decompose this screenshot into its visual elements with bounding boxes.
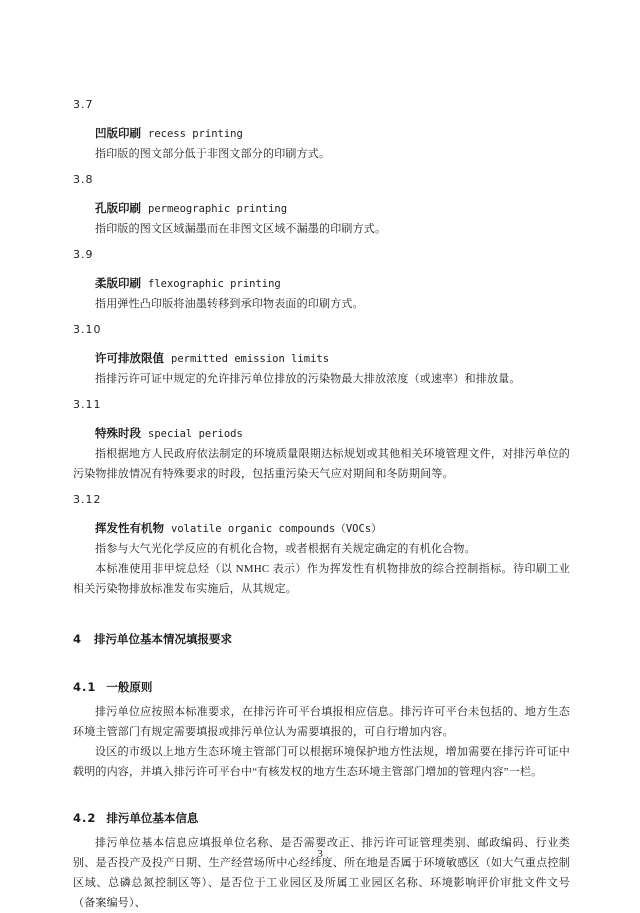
term-zh: 许可排放限值 <box>95 351 164 365</box>
term-en: special periods <box>148 428 243 440</box>
clause-3-11 <box>73 395 570 484</box>
subsection-4-1-body <box>73 702 570 782</box>
subsection-4-2-body <box>73 833 570 913</box>
definition-paragraph: 本标准使用非甲烷总烃（以 NMHC 表示）作为挥发性有机物排放的综合控制指标。待印刷工业相关污染物排放标准发布实施后，从其规定。 <box>73 563 570 595</box>
term-en: permeographic printing <box>148 203 288 215</box>
term-line <box>73 423 570 444</box>
term-zh: 孔版印刷 <box>95 201 141 215</box>
clause-number: 3.12 <box>73 493 102 506</box>
clause-3-8 <box>73 170 570 239</box>
clause-number: 3.9 <box>73 248 94 261</box>
clause-number: 3.11 <box>73 398 102 411</box>
term-en: recess printing <box>148 128 243 140</box>
clause-number: 3.7 <box>73 98 94 111</box>
subsection-title: 一般原则 <box>106 680 153 694</box>
definition-paragraph: 指印版的图文部分低于非图文部分的印刷方式。 <box>95 148 331 160</box>
subsection-number: 4.2 <box>73 811 97 825</box>
term-en: flexographic printing <box>148 278 281 290</box>
chapter-4-heading <box>73 629 570 649</box>
page-number: 3 <box>317 848 323 860</box>
term-zh: 挥发性有机物 <box>95 521 164 535</box>
term-zh: 柔版印刷 <box>95 276 141 290</box>
term-line <box>73 273 570 294</box>
definition-paragraph: 指用弹性凸印版将油墨转移到承印物表面的印刷方式。 <box>95 298 364 310</box>
term-zh: 特殊时段 <box>95 426 141 440</box>
body-paragraph: 排污单位应按照本标准要求，在排污许可平台填报相应信息。排污许可平台未包括的、地方生态环境主管部门有规定需要填报或排污单位认为需要填报的，可自行增加内容。 <box>73 706 570 738</box>
body-paragraph: 排污单位基本信息应填报单位名称、是否需要改正、排污许可证管理类别、邮政编码、行业类别、是否投产及投产日期、生产经营场所中心经纬度、所在地是否属于环境敏感区（如大气重点控制区域、总磷总氮控制区等）、是否位于工业园区及所属工业园区名称、环境影响评价审批文件文号（备案编号）、 <box>73 837 570 909</box>
chapter-title: 排污单位基本情况填报要求 <box>94 632 233 646</box>
clause-number: 3.8 <box>73 173 94 186</box>
term-zh: 凹版印刷 <box>95 126 141 140</box>
term-en: permitted emission limits <box>171 353 330 365</box>
term-line <box>73 518 570 539</box>
clause-3-10 <box>73 320 570 389</box>
clause-number: 3.10 <box>73 323 102 336</box>
subsection-4-2-heading <box>73 808 570 828</box>
chapter-number: 4 <box>73 632 83 646</box>
definition-paragraph: 指排污许可证中规定的允许排污单位排放的污染物最大排放浓度（或速率）和排放量。 <box>95 373 521 385</box>
clause-3-9 <box>73 245 570 314</box>
term-line <box>73 198 570 219</box>
term-line <box>73 348 570 369</box>
clause-3-7 <box>73 95 570 164</box>
definition-paragraph: 指根据地方人民政府依法制定的环境质量限期达标规划或其他相关环境管理文件，对排污单位的污染物排放情况有特殊要求的时段，包括重污染天气应对期间和冬防期间等。 <box>73 448 570 480</box>
clause-3-12 <box>73 490 570 599</box>
body-paragraph: 设区的市级以上地方生态环境主管部门可以根据环境保护地方性法规，增加需要在排污许可证中载明的内容，并填入排污许可平台中“有核发权的地方生态环境主管部门增加的管理内容”一栏。 <box>73 746 570 778</box>
definition-paragraph: 指印版的图文区域漏墨而在非图文区域不漏墨的印刷方式。 <box>95 223 387 235</box>
term-line <box>73 123 570 144</box>
subsection-title: 排污单位基本信息 <box>106 811 199 825</box>
definition-paragraph: 指参与大气光化学反应的有机化合物，或者根据有关规定确定的有机化合物。 <box>95 543 476 555</box>
term-en: volatile organic compounds（VOCs） <box>171 523 382 535</box>
subsection-4-1-heading <box>73 677 570 697</box>
subsection-number: 4.1 <box>73 680 97 694</box>
